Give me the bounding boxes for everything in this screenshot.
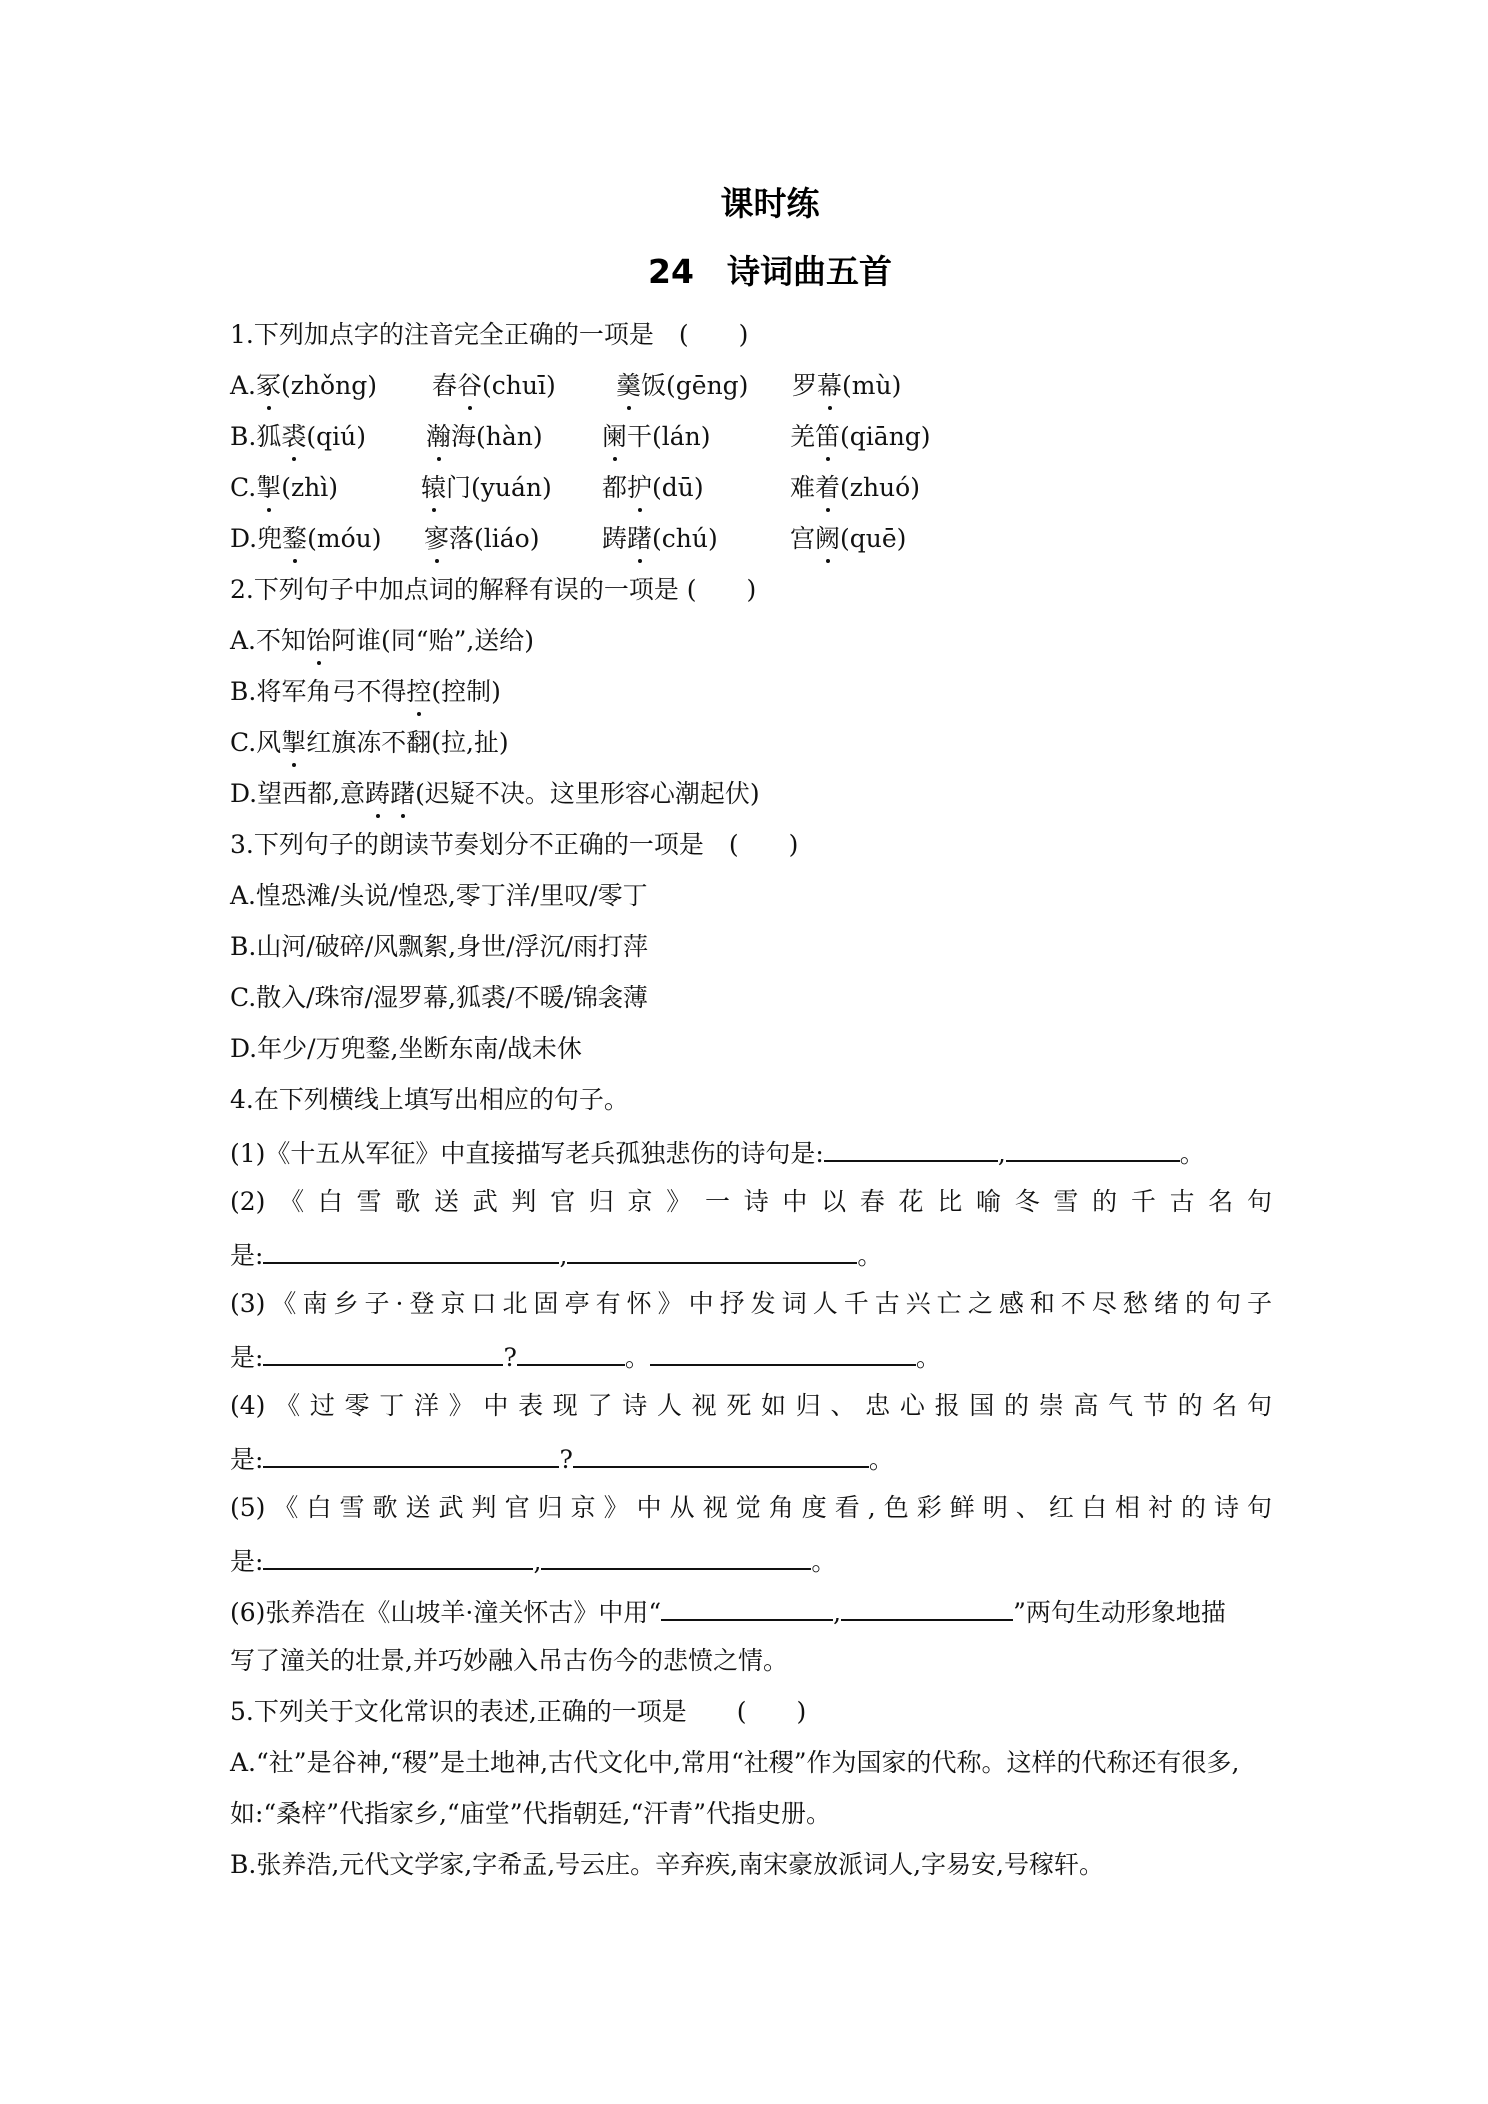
q2-option-c: C.风掣红旗冻不翻(拉,扯) [230, 728, 509, 757]
answer-blank[interactable] [661, 1593, 833, 1621]
dotted-char: 躇 [390, 779, 416, 808]
answer-blank[interactable] [263, 1236, 559, 1264]
q1-stem: 1.下列加点字的注音完全正确的一项是 ( ) [230, 320, 749, 349]
q4-item-5-line1: (5)《白雪歌送武判官归京》中从视觉角度看,色彩鲜明、红白相衬的诗句 [230, 1493, 1272, 1522]
answer-blank[interactable] [263, 1338, 503, 1366]
dotted-char: 饴 [306, 626, 332, 655]
answer-blank[interactable] [1006, 1134, 1180, 1162]
q4-item-4-line2: 是: ? 。 [230, 1440, 1272, 1477]
answer-blank[interactable] [841, 1593, 1013, 1621]
dotted-char: 裘 [281, 422, 307, 451]
dotted-char: 掣 [281, 728, 307, 757]
dotted-char: 笛 [815, 422, 841, 451]
dotted-char: 羹 [616, 371, 642, 400]
dotted-char: 护 [627, 473, 653, 502]
dotted-char: 辕 [421, 473, 447, 502]
q5-option-a-line2: 如:“桑梓”代指家乡,“庙堂”代指朝廷,“汗青”代指史册。 [230, 1799, 832, 1828]
q3-option-d: D.年少/万兜鍪,坐断东南/战未休 [230, 1034, 582, 1063]
q4-item-6-line1: (6)张养浩在《山坡羊·潼关怀古》中用“ , ”两句生动形象地描 [230, 1593, 1272, 1630]
q1-option-c: C.掣(zhì) 辕门(yuán) 都护(dū) 难着(zhuó) [230, 473, 920, 502]
q4-item-3-line1: (3)《南乡子·登京口北固亭有怀》中抒发词人千古兴亡之感和不尽愁绪的句子 [230, 1289, 1272, 1318]
q4-item-2-line1: (2)《白雪歌送武判官归京》一诗中以春花比喻冬雪的千古名句 [230, 1187, 1272, 1216]
dotted-char: 瀚 [426, 422, 452, 451]
q3-option-b: B.山河/破碎/风飘絮,身世/浮沉/雨打萍 [230, 932, 648, 961]
q5-option-a-line1: A.“社”是谷神,“稷”是土地神,古代文化中,常用“社稷”作为国家的代称。这样的代称还有很多, [230, 1748, 1240, 1777]
q5-stem: 5.下列关于文化常识的表述,正确的一项是 ( ) [230, 1697, 807, 1726]
q4-item-5-line2: 是: , 。 [230, 1542, 1272, 1579]
q1-option-a: A.冢(zhǒng) 舂谷(chuī) 羹饭(gēng) 罗幕(mù) [230, 371, 902, 400]
answer-blank[interactable] [650, 1338, 916, 1366]
q2-option-b: B.将军角弓不得控(控制) [230, 677, 501, 706]
q1-option-b: B.狐裘(qiú) 瀚海(hàn) 阑干(lán) 羌笛(qiāng) [230, 422, 931, 451]
answer-blank[interactable] [263, 1440, 559, 1468]
q4-item-4-line1: (4)《过零丁洋》中表现了诗人视死如归、忠心报国的崇高气节的名句 [230, 1391, 1272, 1420]
q2-option-a: A.不知饴阿谁(同“贻”,送给) [230, 626, 535, 655]
page-title: 课时练 [720, 184, 820, 223]
answer-blank[interactable] [567, 1236, 857, 1264]
lesson-title: 24 诗词曲五首 [648, 252, 892, 291]
q5-option-b: B.张养浩,元代文学家,字希孟,号云庄。辛弃疾,南宋豪放派词人,字易安,号稼轩。 [230, 1850, 1105, 1879]
q4-stem: 4.在下列横线上填写出相应的句子。 [230, 1085, 629, 1114]
q4-item-6-line2: 写了潼关的壮景,并巧妙融入吊古伤今的悲愤之情。 [230, 1646, 788, 1675]
dotted-char: 寥 [424, 524, 450, 553]
q3-option-c: C.散入/珠帘/湿罗幕,狐裘/不暖/锦衾薄 [230, 983, 648, 1012]
dotted-char: 谷 [457, 371, 483, 400]
dotted-char: 躇 [627, 524, 653, 553]
answer-blank[interactable] [573, 1440, 869, 1468]
answer-blank[interactable] [541, 1542, 811, 1570]
dotted-char: 阑 [602, 422, 628, 451]
dotted-char: 冢 [256, 371, 282, 400]
dotted-char: 阙 [815, 524, 841, 553]
q2-option-d: D.望西都,意踌躇(迟疑不决。这里形容心潮起伏) [230, 779, 760, 808]
dotted-char: 控 [406, 677, 432, 706]
q4-item-1: (1)《十五从军征》中直接描写老兵孤独悲伤的诗句是: , 。 [230, 1134, 1272, 1171]
q2-stem: 2.下列句子中加点词的解释有误的一项是 ( ) [230, 575, 757, 604]
dotted-char: 掣 [256, 473, 282, 502]
answer-blank[interactable] [263, 1542, 533, 1570]
q4-item-2-line2: 是: , 。 [230, 1236, 1272, 1273]
q3-option-a: A.惶恐滩/头说/惶恐,零丁洋/里叹/零丁 [230, 881, 648, 910]
dotted-char: 踌 [365, 779, 391, 808]
answer-blank[interactable] [517, 1338, 625, 1366]
dotted-char: 着 [815, 473, 841, 502]
dotted-char: 幕 [817, 371, 843, 400]
answer-blank[interactable] [824, 1134, 998, 1162]
q3-stem: 3.下列句子的朗读节奏划分不正确的一项是 ( ) [230, 830, 799, 859]
dotted-char: 鍪 [282, 524, 308, 553]
q4-item-3-line2: 是: ? 。 。 [230, 1338, 1272, 1375]
q1-option-d: D.兜鍪(móu) 寥落(liáo) 踌躇(chú) 宫阙(quē) [230, 524, 907, 553]
